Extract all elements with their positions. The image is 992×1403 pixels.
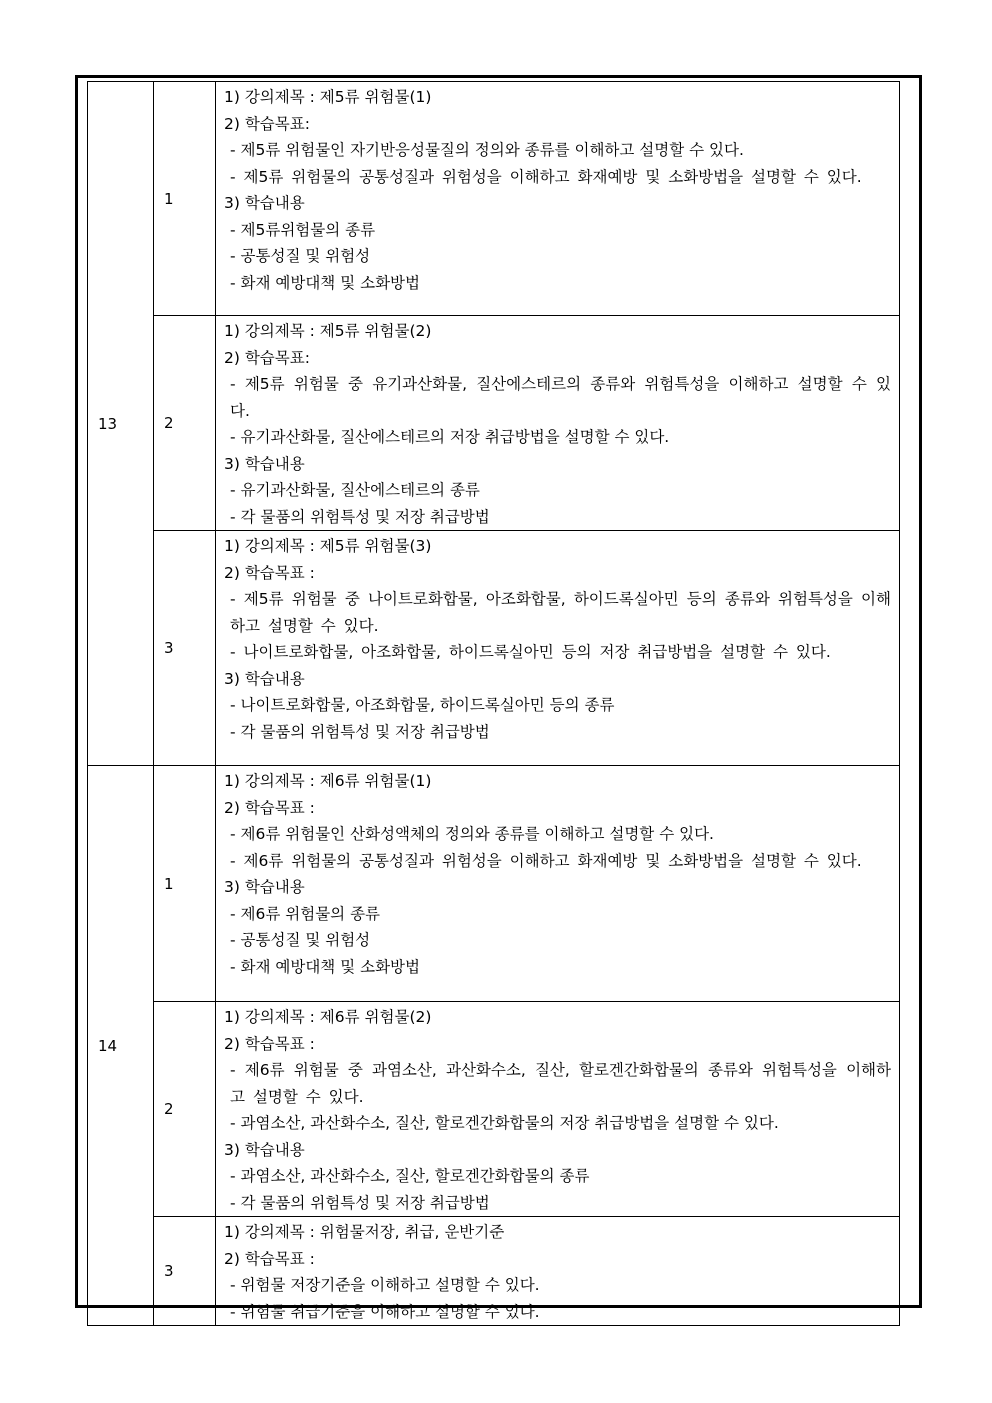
content-line: 3) 학습내용 [224,1140,305,1159]
content-line: - 제6류 위험물 중 과염소산, 과산화수소, 질산, 할로겐간화합물의 종류와 위험특성을 이해하고 설명할 수 있다. [230,1061,891,1106]
content-line: 2) 학습목표 : [224,798,315,817]
session-cell: 3 [154,1217,216,1326]
content-line: 1) 강의제목 : 제5류 위험물(1) [224,88,432,106]
table-row [88,316,900,531]
content-line: - 제6류 위험물의 공통성질과 위험성을 이해하고 화재예방 및 소화방법을 설명할 수 있다. [230,851,862,870]
content-line: 1) 강의제목 : 제5류 위험물(3) [224,537,432,555]
week-cell: 14 [88,766,154,1326]
content-line: - 나이트로화합물, 아조화합물, 하이드록실아민 등의 종류 [230,696,615,714]
session-content [216,316,900,531]
content-line: - 각 물품의 위험특성 및 저장 취급방법 [230,507,490,526]
session-cell: 1 [154,82,216,316]
content-line: 1) 강의제목 : 제6류 위험물(2) [224,1008,432,1026]
session-content [216,1217,900,1326]
content-line: 3) 학습내용 [224,194,305,212]
content-line: 3) 학습내용 [224,878,305,896]
table-row [88,82,900,316]
page-border [75,75,922,1321]
content-line: - 각 물품의 위험특성 및 저장 취급방법 [230,722,490,741]
content-line: 1) 강의제목 : 제6류 위험물(1) [224,772,432,790]
content-line: - 과염소산, 과산화수소, 질산, 할로겐간화합물의 저장 취급방법을 설명할 수 있다. [230,1114,779,1132]
content-line: - 제5류 위험물 중 나이트로화합물, 아조화합물, 하이드록실아민 등의 종류와 위험특성을 이해하고 설명할 수 있다. [230,590,891,635]
content-line: 1) 강의제목 : 제5류 위험물(2) [224,322,432,340]
content-line: 2) 학습목표: [224,114,310,133]
content-line: - 유기과산화물, 질산에스테르의 종류 [230,481,480,499]
session-content [216,1002,900,1217]
session-cell: 3 [154,531,216,766]
session-cell: 1 [154,766,216,1002]
content-line: - 나이트로화합물, 아조화합물, 하이드록실아민 등의 저장 취급방법을 설명할 수 있다. [230,643,831,661]
content-line: - 제6류 위험물의 종류 [230,904,381,923]
table-row [88,531,900,766]
week-cell: 13 [88,82,154,766]
content-line: - 각 물품의 위험특성 및 저장 취급방법 [230,1193,490,1212]
content-line: 2) 학습목표 : [224,563,315,582]
session-cell: 2 [154,316,216,531]
content-line: - 과염소산, 과산화수소, 질산, 할로겐간화합물의 종류 [230,1167,590,1185]
content-line: 2) 학습목표 : [224,1249,315,1268]
table-row [88,766,900,1002]
content-line: - 제6류 위험물인 산화성액체의 정의와 종류를 이해하고 설명할 수 있다. [230,825,714,843]
content-line: 3) 학습내용 [224,454,305,473]
content-line: - 위험물 저장기준을 이해하고 설명할 수 있다. [230,1276,540,1294]
table-row [88,1002,900,1217]
content-line: - 화재 예방대책 및 소화방법 [230,273,421,292]
session-content [216,82,900,316]
content-line: - 유기과산화물, 질산에스테르의 저장 취급방법을 설명할 수 있다. [230,428,670,446]
content-line: - 위험물 취급기준을 이해하고 설명할 수 있다. [230,1302,540,1321]
content-line: - 공통성질 및 위험성 [230,247,371,265]
content-line: 2) 학습목표 : [224,1034,315,1053]
content-line: - 제5류 위험물 중 유기과산화물, 질산에스테르의 종류와 위험특성을 이해하고 설명할 수 있다. [230,375,891,420]
session-cell: 2 [154,1002,216,1217]
table-row [88,1217,900,1326]
session-content [216,766,900,1002]
content-line: - 공통성질 및 위험성 [230,931,371,949]
content-line: - 제5류위험물의 종류 [230,220,376,239]
content-line: 2) 학습목표: [224,348,310,367]
content-line: - 화재 예방대책 및 소화방법 [230,957,421,976]
syllabus-table [87,81,900,1326]
content-line: - 제5류 위험물의 공통성질과 위험성을 이해하고 화재예방 및 소화방법을 설명할 수 있다. [230,167,862,186]
content-line: 3) 학습내용 [224,669,305,688]
content-line: - 제5류 위험물인 자기반응성물질의 정의와 종류를 이해하고 설명할 수 있다. [230,141,744,159]
session-content [216,531,900,766]
content-line: 1) 강의제목 : 위험물저장, 취급, 운반기준 [224,1223,505,1241]
